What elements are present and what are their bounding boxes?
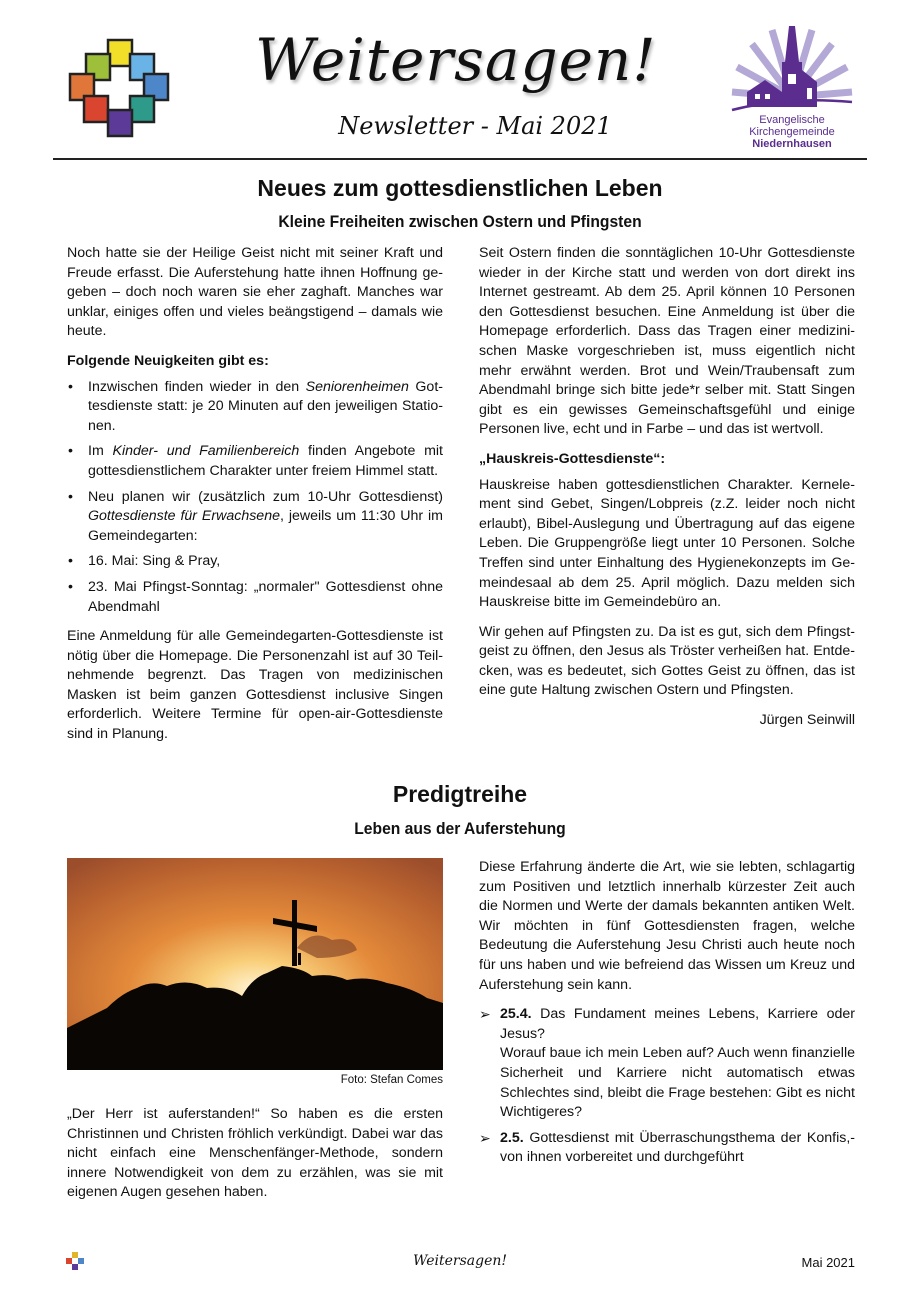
section-title-gottesdienst: Neues zum gottesdienstlichen Leben [257,175,663,201]
bullet-icon: • [68,488,73,505]
author-signature: Jürgen Seinwill [759,712,855,729]
newsletter-title: Weitersagen! [255,26,657,94]
section2-left-text [67,1105,443,1213]
bullet-icon: • [68,578,73,595]
section-subtitle-freiheiten: Kleine Freiheiten zwischen Ostern und Pfingsten [278,212,642,231]
list-item: • 16. Mai: Sing & Pray, [67,552,443,572]
church-name-line3: Niedernhausen [752,138,832,150]
list-item: ➢ 2.5. Gottesdienst mit Überraschungsthema der Konfis,- von ihnen vorbereitet und durchgeführt [479,1129,855,1166]
bullet-icon: • [68,378,73,395]
list-item: • Im Kinder- und Familienbereich finden Angebote mit gottesdienstlichem Charakter unter freiem Himmel statt. [68,443,443,479]
sermon-series-list [479,1005,855,1168]
pfingsten-paragraph: Wir gehen auf Pfingsten zu. Da ist es gut, sich dem Pfingstgeist zu öffnen, den Jesus als Tröster verheißen hat. Entdecken, was es bedeutet, sich Gottes Geist zu öffnen, das ist eine gute Haltung zwischen Ostern und Pfingsten. [479,623,855,699]
footer-date: Mai 2021 [801,1255,855,1270]
list-item: ➢ 25.4. Das Fundament meines Lebens, Karriere oder Jesus? Worauf baue ich mein Leben auf? Auch wenn finanzielle Sicherheit und Karriere nicht automatisch etwas Schlechtes sind, bleibt die Frage bestehen: Gibt es nicht Wichtigeres? [479,1006,855,1121]
intro-paragraph: Noch hatte sie der Heilige Geist nicht mit seiner Kraft und Freude erfasst. Die Auferstehung hatte ihnen Hoffnung gegeben – doch noch waren sie eher zaghaft. Manches war unklar, einiges offen und vieles beängstigend – damals wie heute. [67,245,443,340]
section-subtitle-auferstehung: Leben aus der Auferstehung [354,819,566,838]
church-logo [722,22,862,154]
photo-caption: Foto: Stefan Comes [340,1074,443,1086]
worship-paragraph: Seit Ostern finden die sonntäglichen 10-Uhr Gottesdienste wieder in der Kirche statt und werden von dort direkt ins Internet gestreamt. Ab dem 25. April können 10 Personen den Gottesdienst besuchen. Eine Anmeldung ist über die Homepage erforderlich. Dass das Tragen einer medizinischen Maske vorgeschrieben ist, muss eigentlich nicht mehr erwähnt werden. Brot und Wein/Traubensaft zum Abendmahl bringe sich bitte jede*r selber mit. Statt Singen gibt es ein gewisses Gemeinschaftsgefühl und einige Personen live, echt und in Farbe – und das ist wertvoll. [479,245,855,438]
hauskreis-paragraph: Hauskreise haben gottesdienstlichen Charakter. Kernelement sind Gebet, Singen/Lobpreis (z.Z. leider noch nicht erlaubt), Bibel-Auslegung und Übertragung auf das eigene Leben. Die Gruppengröße liegt unter 10 Personen. Solche Treffen sind unter Einhaltung des Hygienekonzepts im Gemeindesaal ab dem 25. April möglich. Dazu melden sich Hauskreise bitte im Gemeindebüro an. [479,476,855,611]
church-name-line2: Kirchengemeinde [749,126,835,138]
news-heading: Folgende Neuigkeiten gibt es: [67,352,269,369]
section-title-predigtreihe: Predigtreihe [392,781,528,807]
arrow-bullet-icon: ➢ [479,1129,491,1146]
header-divider [53,158,867,160]
bullet-icon: • [68,553,73,570]
section1-right-column [479,244,855,741]
section2-right-column [479,858,855,1178]
footer-title: Weitersagen! [412,1253,508,1269]
closing-paragraph: Eine Anmeldung für alle Gemeindegarten-Gottesdienste ist nötig über die Homepage. Die Personenzahl ist auf 30 Teilnehmende begrenzt. Das Tragen von medizinischen Masken ist beim ganzen Gottesdienst inclusive Singen erforderlich. Weitere Termine für open-air-Gottesdienste sind in Planung. [67,628,443,743]
hauskreis-heading: „Hauskreis-Gottesdienste“: [479,450,666,467]
auferstanden-paragraph: „Der Herr ist auferstanden!“ So haben es die ersten Christinnen und Christen fröhlich verkündigt. Dabei war das nicht einfach eine Menschenfänger-Methode, sondern innere Notwendigkeit von dem zu erzählen, was sie mit eigenen Augen gesehen haben. [67,1106,443,1201]
list-item: • Inzwischen finden wieder in den Seniorenheimen Gottesdienste statt: je 20 Minuten auf den jeweiligen Stationen. [68,378,443,434]
news-list [67,378,443,618]
colored-cross-logo [66,38,170,138]
erfahrung-paragraph: Diese Erfahrung änderte die Art, wie sie lebten, schlagartig zum Positiven und letztlich innerhalb kürzester Zeit auch die Normen und Werte der damals bekannten antiken Welt. Wir möchten in fünf Gottesdiensten fragen, welche Bedeutung die Auferstehung Jesu Christi auch heute noch für uns haben und wie befreiend das Wissen um Kreuz und Auferstehung sein kann. [479,859,855,993]
list-item: • Neu planen wir (zusätzlich zum 10-Uhr Gottesdienst) Gottesdienste für Erwachsene, jeweils um 11:30 Uhr im Gemeindegarten: [68,488,443,544]
cross-on-hill-sunset-photo [67,858,443,1070]
arrow-bullet-icon: ➢ [479,1006,491,1023]
bullet-icon: • [68,443,73,460]
church-name-line1: Evangelische [759,114,825,126]
newsletter-subtitle: Newsletter - Mai 2021 [338,112,612,140]
section1-left-column [67,244,443,755]
list-item: • 23. Mai Pfingst-Sonntag: „normaler" Gottesdienst ohne Abendmahl [68,578,443,615]
colored-cross-logo-small [66,1252,84,1270]
